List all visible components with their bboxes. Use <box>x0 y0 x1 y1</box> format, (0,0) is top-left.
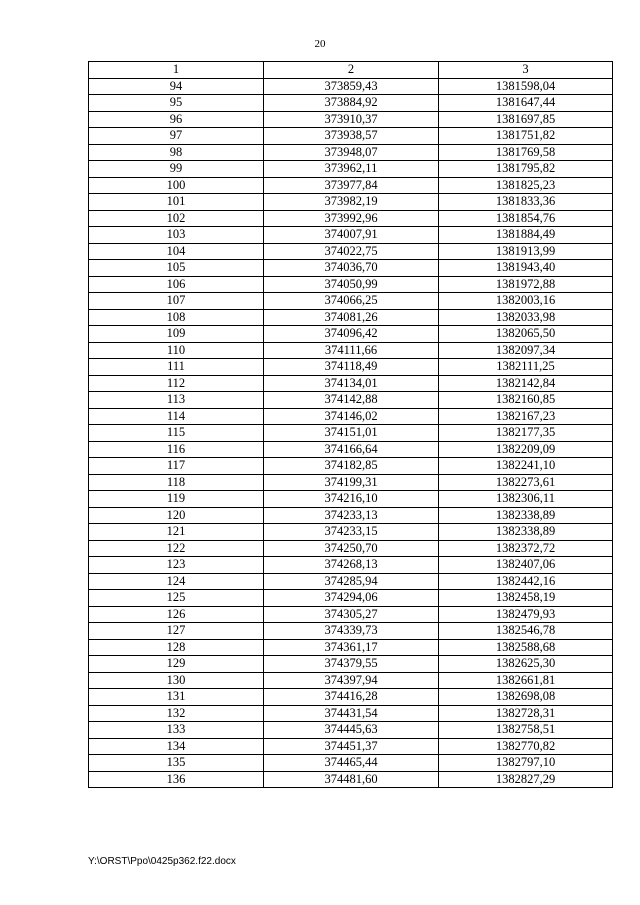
y-coordinate-cell: 1382209,09 <box>439 441 613 458</box>
y-coordinate-cell: 1381943,40 <box>439 260 613 277</box>
y-coordinate-cell: 1382588,68 <box>439 639 613 656</box>
x-coordinate-cell: 374339,73 <box>264 623 439 640</box>
y-coordinate-cell: 1381647,44 <box>439 95 613 112</box>
x-coordinate-cell: 374268,13 <box>264 557 439 574</box>
y-coordinate-cell: 1382407,06 <box>439 557 613 574</box>
y-coordinate-cell: 1382372,72 <box>439 540 613 557</box>
y-coordinate-cell: 1382003,16 <box>439 293 613 310</box>
table-row <box>89 408 613 425</box>
table-body <box>89 78 613 788</box>
y-coordinate-cell: 1381833,36 <box>439 194 613 211</box>
table-row <box>89 441 613 458</box>
table-row <box>89 722 613 739</box>
x-coordinate-cell: 374233,13 <box>264 507 439 524</box>
y-coordinate-cell: 1382479,93 <box>439 606 613 623</box>
point-number-cell: 111 <box>89 359 264 376</box>
x-coordinate-cell: 374146,02 <box>264 408 439 425</box>
x-coordinate-cell: 374233,15 <box>264 524 439 541</box>
table-row <box>89 458 613 475</box>
x-coordinate-cell: 373948,07 <box>264 144 439 161</box>
column-header-1: 1 <box>89 62 264 79</box>
x-coordinate-cell: 373977,84 <box>264 177 439 194</box>
table-row <box>89 672 613 689</box>
x-coordinate-cell: 374294,06 <box>264 590 439 607</box>
coordinates-table <box>88 61 613 788</box>
x-coordinate-cell: 374134,01 <box>264 375 439 392</box>
point-number-cell: 104 <box>89 243 264 260</box>
y-coordinate-cell: 1381697,85 <box>439 111 613 128</box>
y-coordinate-cell: 1382728,31 <box>439 705 613 722</box>
footer-file-path: Y:\ORST\Ppo\0425p362.f22.docx <box>88 856 236 867</box>
x-coordinate-cell: 374151,01 <box>264 425 439 442</box>
point-number-cell: 127 <box>89 623 264 640</box>
table-row <box>89 359 613 376</box>
table-row <box>89 524 613 541</box>
point-number-cell: 129 <box>89 656 264 673</box>
y-coordinate-cell: 1382338,89 <box>439 524 613 541</box>
table-row <box>89 623 613 640</box>
point-number-cell: 121 <box>89 524 264 541</box>
x-coordinate-cell: 374397,94 <box>264 672 439 689</box>
table-row <box>89 491 613 508</box>
x-coordinate-cell: 374022,75 <box>264 243 439 260</box>
point-number-cell: 101 <box>89 194 264 211</box>
y-coordinate-cell: 1381972,88 <box>439 276 613 293</box>
x-coordinate-cell: 374216,10 <box>264 491 439 508</box>
y-coordinate-cell: 1382241,10 <box>439 458 613 475</box>
x-coordinate-cell: 374182,85 <box>264 458 439 475</box>
table-row <box>89 342 613 359</box>
table-row <box>89 309 613 326</box>
x-coordinate-cell: 374142,88 <box>264 392 439 409</box>
y-coordinate-cell: 1382661,81 <box>439 672 613 689</box>
x-coordinate-cell: 374036,70 <box>264 260 439 277</box>
page-number: 20 <box>314 38 326 50</box>
y-coordinate-cell: 1382160,85 <box>439 392 613 409</box>
column-header-3: 3 <box>439 62 613 79</box>
x-coordinate-cell: 373992,96 <box>264 210 439 227</box>
x-coordinate-cell: 374111,66 <box>264 342 439 359</box>
point-number-cell: 106 <box>89 276 264 293</box>
table-row <box>89 194 613 211</box>
table-row <box>89 326 613 343</box>
table-row <box>89 260 613 277</box>
x-coordinate-cell: 374285,94 <box>264 573 439 590</box>
point-number-cell: 114 <box>89 408 264 425</box>
table-row <box>89 161 613 178</box>
y-coordinate-cell: 1382111,25 <box>439 359 613 376</box>
point-number-cell: 105 <box>89 260 264 277</box>
point-number-cell: 112 <box>89 375 264 392</box>
x-coordinate-cell: 374431,54 <box>264 705 439 722</box>
y-coordinate-cell: 1382827,29 <box>439 771 613 788</box>
table-row <box>89 111 613 128</box>
y-coordinate-cell: 1382758,51 <box>439 722 613 739</box>
x-coordinate-cell: 374050,99 <box>264 276 439 293</box>
table-row <box>89 276 613 293</box>
point-number-cell: 135 <box>89 755 264 772</box>
x-coordinate-cell: 374445,63 <box>264 722 439 739</box>
table-row <box>89 771 613 788</box>
point-number-cell: 116 <box>89 441 264 458</box>
table-row <box>89 425 613 442</box>
table-row <box>89 177 613 194</box>
point-number-cell: 107 <box>89 293 264 310</box>
point-number-cell: 117 <box>89 458 264 475</box>
table-row <box>89 557 613 574</box>
point-number-cell: 100 <box>89 177 264 194</box>
y-coordinate-cell: 1382458,19 <box>439 590 613 607</box>
y-coordinate-cell: 1382442,16 <box>439 573 613 590</box>
point-number-cell: 134 <box>89 738 264 755</box>
point-number-cell: 108 <box>89 309 264 326</box>
x-coordinate-cell: 374118,49 <box>264 359 439 376</box>
y-coordinate-cell: 1381854,76 <box>439 210 613 227</box>
point-number-cell: 131 <box>89 689 264 706</box>
x-coordinate-cell: 374305,27 <box>264 606 439 623</box>
table-row <box>89 144 613 161</box>
y-coordinate-cell: 1382033,98 <box>439 309 613 326</box>
y-coordinate-cell: 1382177,35 <box>439 425 613 442</box>
table-row <box>89 573 613 590</box>
point-number-cell: 102 <box>89 210 264 227</box>
y-coordinate-cell: 1381795,82 <box>439 161 613 178</box>
y-coordinate-cell: 1381598,04 <box>439 78 613 95</box>
table-row <box>89 128 613 145</box>
table-row <box>89 606 613 623</box>
point-number-cell: 110 <box>89 342 264 359</box>
point-number-cell: 94 <box>89 78 264 95</box>
table-row <box>89 293 613 310</box>
y-coordinate-cell: 1382338,89 <box>439 507 613 524</box>
y-coordinate-cell: 1382698,08 <box>439 689 613 706</box>
point-number-cell: 122 <box>89 540 264 557</box>
x-coordinate-cell: 374081,26 <box>264 309 439 326</box>
x-coordinate-cell: 374066,25 <box>264 293 439 310</box>
point-number-cell: 95 <box>89 95 264 112</box>
x-coordinate-cell: 374465,44 <box>264 755 439 772</box>
y-coordinate-cell: 1382167,23 <box>439 408 613 425</box>
table-row <box>89 755 613 772</box>
x-coordinate-cell: 373884,92 <box>264 95 439 112</box>
table-row <box>89 78 613 95</box>
table-row <box>89 95 613 112</box>
x-coordinate-cell: 374416,28 <box>264 689 439 706</box>
y-coordinate-cell: 1381884,49 <box>439 227 613 244</box>
table-row <box>89 705 613 722</box>
y-coordinate-cell: 1382142,84 <box>439 375 613 392</box>
x-coordinate-cell: 373938,57 <box>264 128 439 145</box>
x-coordinate-cell: 374379,55 <box>264 656 439 673</box>
y-coordinate-cell: 1381769,58 <box>439 144 613 161</box>
x-coordinate-cell: 374007,91 <box>264 227 439 244</box>
x-coordinate-cell: 373910,37 <box>264 111 439 128</box>
point-number-cell: 136 <box>89 771 264 788</box>
table-row <box>89 689 613 706</box>
x-coordinate-cell: 374451,37 <box>264 738 439 755</box>
table-row <box>89 656 613 673</box>
point-number-cell: 109 <box>89 326 264 343</box>
y-coordinate-cell: 1382546,78 <box>439 623 613 640</box>
y-coordinate-cell: 1381751,82 <box>439 128 613 145</box>
y-coordinate-cell: 1381825,23 <box>439 177 613 194</box>
x-coordinate-cell: 374250,70 <box>264 540 439 557</box>
x-coordinate-cell: 373962,11 <box>264 161 439 178</box>
point-number-cell: 96 <box>89 111 264 128</box>
x-coordinate-cell: 373982,19 <box>264 194 439 211</box>
point-number-cell: 99 <box>89 161 264 178</box>
x-coordinate-cell: 374361,17 <box>264 639 439 656</box>
point-number-cell: 123 <box>89 557 264 574</box>
table-header-row <box>89 62 613 79</box>
point-number-cell: 118 <box>89 474 264 491</box>
table-row <box>89 474 613 491</box>
y-coordinate-cell: 1382097,34 <box>439 342 613 359</box>
y-coordinate-cell: 1382797,10 <box>439 755 613 772</box>
y-coordinate-cell: 1381913,99 <box>439 243 613 260</box>
table-row <box>89 392 613 409</box>
point-number-cell: 126 <box>89 606 264 623</box>
table-row <box>89 738 613 755</box>
point-number-cell: 120 <box>89 507 264 524</box>
table-row <box>89 243 613 260</box>
table-row <box>89 639 613 656</box>
x-coordinate-cell: 374096,42 <box>264 326 439 343</box>
x-coordinate-cell: 374199,31 <box>264 474 439 491</box>
y-coordinate-cell: 1382065,50 <box>439 326 613 343</box>
point-number-cell: 98 <box>89 144 264 161</box>
y-coordinate-cell: 1382306,11 <box>439 491 613 508</box>
point-number-cell: 115 <box>89 425 264 442</box>
table-row <box>89 507 613 524</box>
point-number-cell: 133 <box>89 722 264 739</box>
point-number-cell: 113 <box>89 392 264 409</box>
table-row <box>89 540 613 557</box>
x-coordinate-cell: 374166,64 <box>264 441 439 458</box>
point-number-cell: 132 <box>89 705 264 722</box>
point-number-cell: 124 <box>89 573 264 590</box>
point-number-cell: 97 <box>89 128 264 145</box>
column-header-2: 2 <box>264 62 439 79</box>
table-row <box>89 375 613 392</box>
table-row <box>89 227 613 244</box>
x-coordinate-cell: 373859,43 <box>264 78 439 95</box>
y-coordinate-cell: 1382625,30 <box>439 656 613 673</box>
y-coordinate-cell: 1382273,61 <box>439 474 613 491</box>
point-number-cell: 128 <box>89 639 264 656</box>
x-coordinate-cell: 374481,60 <box>264 771 439 788</box>
point-number-cell: 103 <box>89 227 264 244</box>
point-number-cell: 130 <box>89 672 264 689</box>
point-number-cell: 119 <box>89 491 264 508</box>
y-coordinate-cell: 1382770,82 <box>439 738 613 755</box>
table-row <box>89 210 613 227</box>
point-number-cell: 125 <box>89 590 264 607</box>
table-row <box>89 590 613 607</box>
